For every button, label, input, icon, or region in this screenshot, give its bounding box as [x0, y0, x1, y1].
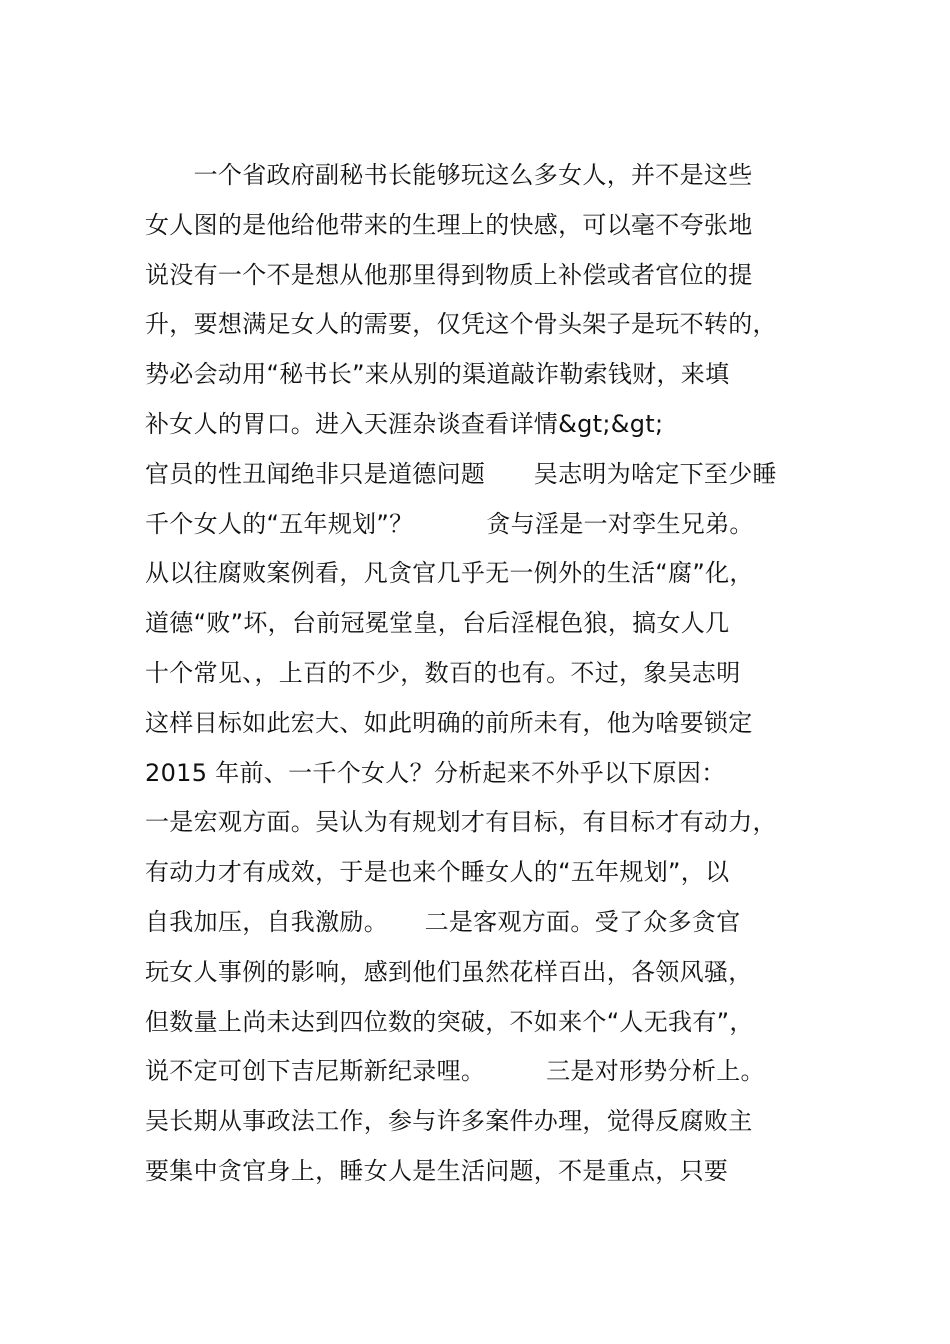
- text-line: 有动力才有成效，于是也来个睡女人的“五年规划”，以: [145, 858, 730, 887]
- text-line: 自我加压，自我激励。 二是客观方面。受了众多贪官: [145, 907, 741, 936]
- text-line: 道德“败”坏，台前冠冕堂皇，台后淫棍色狼，搞女人几: [145, 609, 730, 638]
- text-line: 补女人的胃口。进入天涯杂谈查看详情&gt;&gt;: [145, 409, 664, 438]
- text-line: 势必会动用“秘书长”来从别的渠道敲诈勒索钱财，来填: [145, 360, 730, 389]
- text-line: 要集中贪官身上，睡女人是生活问题，不是重点，只要: [145, 1156, 729, 1185]
- text-line: 升，要想满足女人的需要，仅凭这个骨头架子是玩不转的，: [145, 310, 777, 339]
- text-line: 一是宏观方面。吴认为有规划才有目标，有目标才有动力，: [145, 808, 777, 837]
- text-line: 一个省政府副秘书长能够玩这么多女人，并不是这些: [145, 161, 753, 189]
- text-line: 十个常见、，上百的不少，数百的也有。不过，象吴志明: [145, 658, 741, 687]
- text-line: 这样目标如此宏大、如此明确的前所未有，他为啥要锁定: [145, 708, 753, 737]
- text-line: 但数量上尚未达到四位数的突破，不如来个“人无我有”，: [145, 1007, 754, 1036]
- text-line: 玩女人事例的影响，感到他们虽然花样百出，各领风骚，: [145, 957, 753, 986]
- text-line: 说不定可创下吉尼斯新纪录哩。 三是对形势分析上。: [145, 1057, 765, 1086]
- text-line: 千个女人的“五年规划”？ 贪与淫是一对孪生兄弟。: [145, 509, 754, 538]
- text-line: 女人图的是他给他带来的生理上的快感，可以毫不夸张地: [145, 210, 753, 239]
- text-line: 从以往腐败案例看，凡贪官几乎无一例外的生活“腐”化，: [145, 559, 754, 588]
- text-line: 2015 年前、一千个女人？分析起来不外乎以下原因：: [145, 758, 726, 787]
- text-line: 说没有一个不是想从他那里得到物质上补偿或者官位的提: [145, 260, 753, 289]
- text-line: 吴长期从事政法工作，参与许多案件办理，觉得反腐败主: [145, 1107, 753, 1136]
- text-line: 官员的性丑闻绝非只是道德问题 吴志明为啥定下至少睡: [145, 459, 777, 488]
- body-text: [145, 151, 825, 1197]
